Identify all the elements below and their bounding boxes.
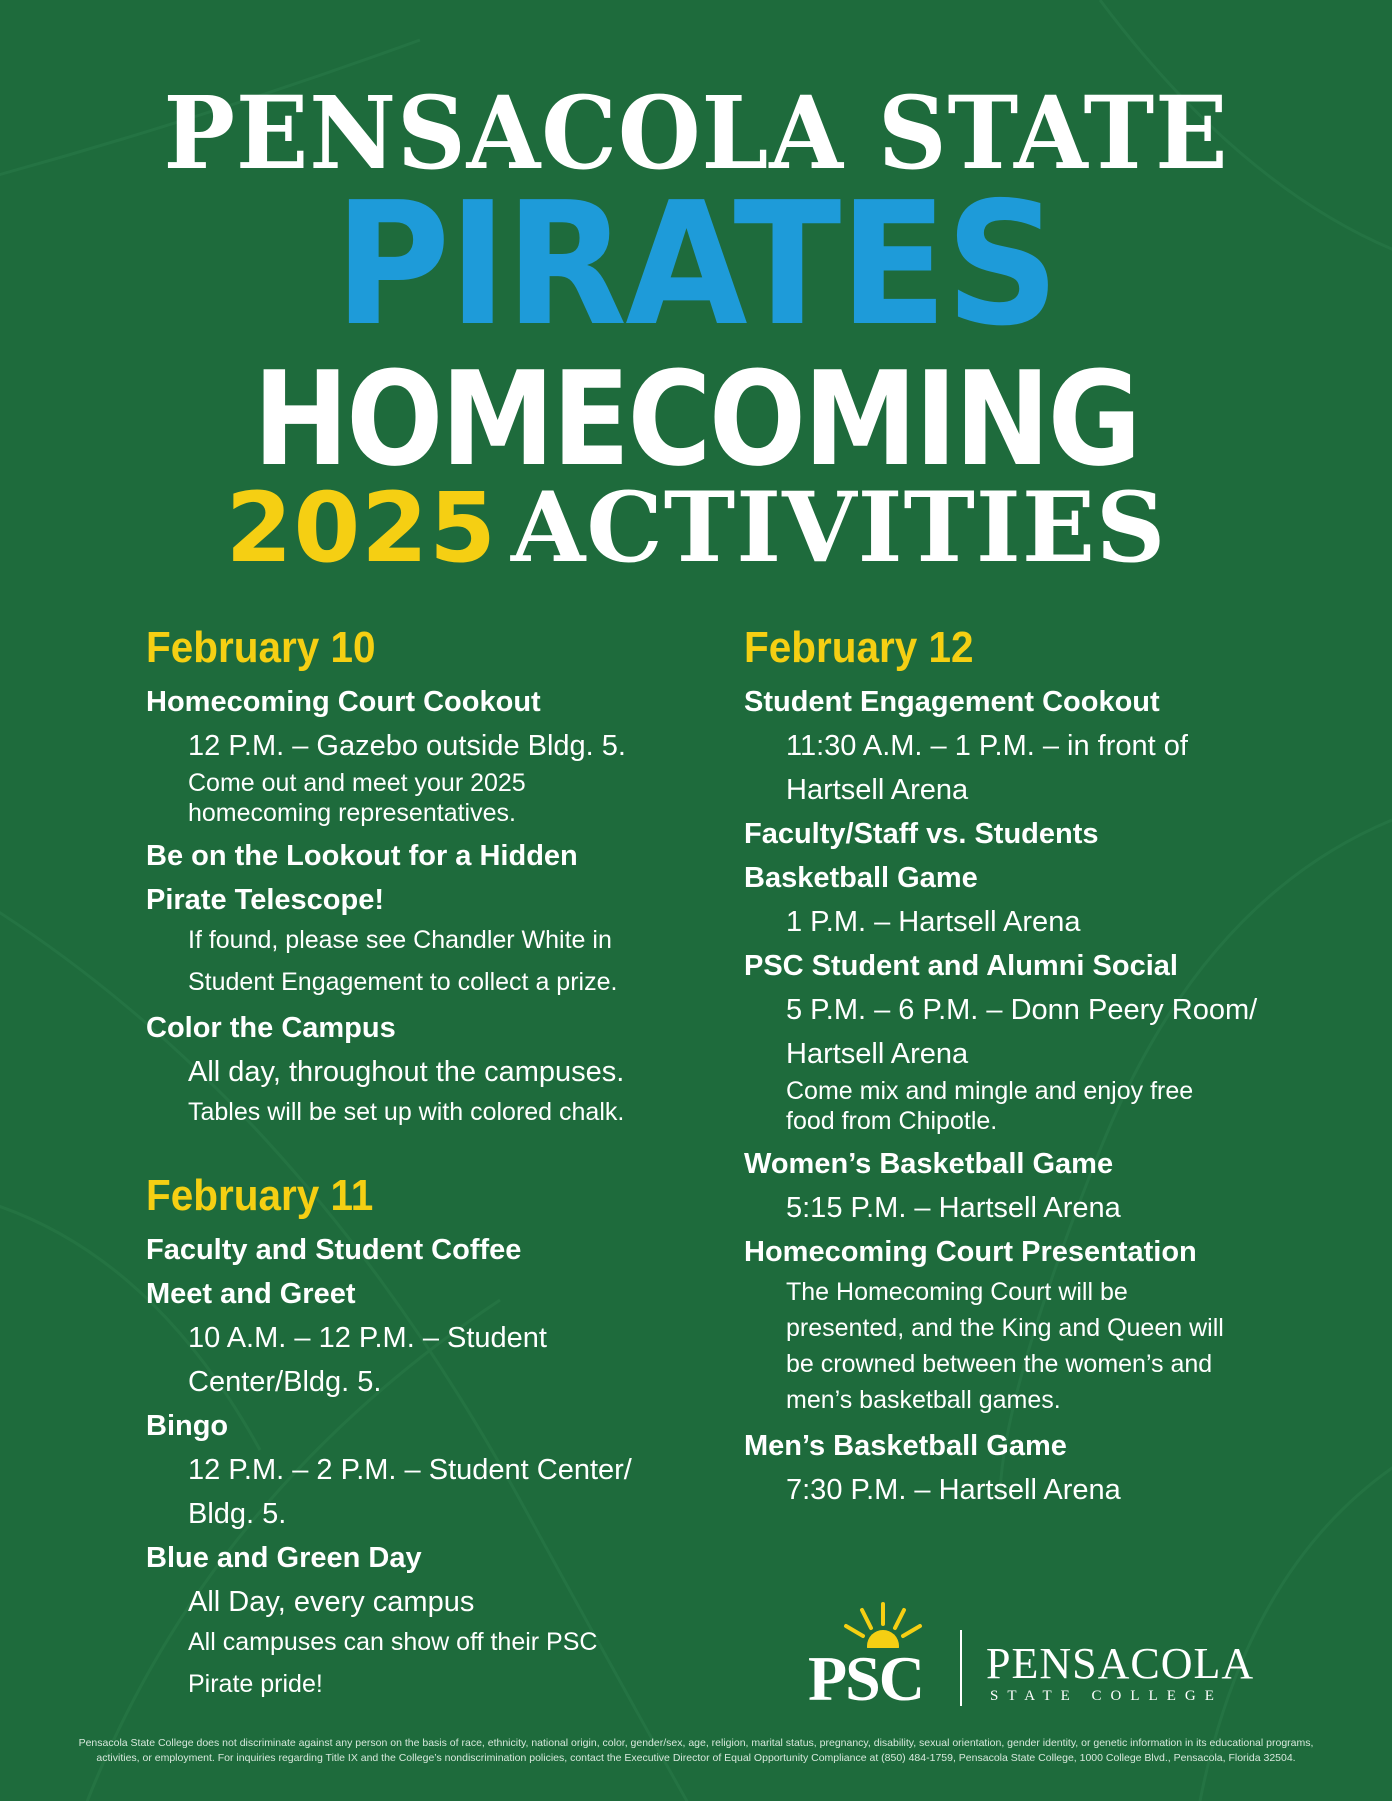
event-note: be crowned between the women’s and	[786, 1350, 1213, 1378]
event-time: All day, throughout the campuses.	[188, 1056, 625, 1088]
event-title: Homecoming Court Cookout	[146, 686, 541, 718]
event-time: All Day, every campus	[188, 1586, 475, 1618]
event-note: food from Chipotle.	[786, 1107, 998, 1135]
event-time: Bldg. 5.	[188, 1498, 287, 1530]
sun-icon	[838, 1600, 928, 1648]
logo-divider	[960, 1630, 962, 1706]
footer-line: Pensacola State College does not discriminate against any person on the basis of race, ethnicity, national origin, color, gender/sex, age, religion, marital status, pregnancy, disability, sexual orientation, gender identity, or genetic information in its educational programs,	[78, 1737, 1314, 1749]
event-time: Center/Bldg. 5.	[188, 1366, 382, 1398]
event-title: Faculty and Student Coffee	[146, 1234, 522, 1266]
event-title: Be on the Lookout for a Hidden	[146, 840, 578, 872]
event-title: Basketball Game	[744, 862, 978, 894]
event-time: 12 P.M. – Gazebo outside Bldg. 5.	[188, 730, 626, 762]
event-title: Women’s Basketball Game	[744, 1148, 1114, 1180]
psc-logo	[808, 1600, 1268, 1714]
logo-subtitle: STATE COLLEGE	[990, 1688, 1223, 1704]
event-time: 12 P.M. – 2 P.M. – Student Center/	[188, 1454, 632, 1486]
event-note: The Homecoming Court will be	[786, 1278, 1128, 1306]
title-line-activities	[0, 471, 1392, 584]
left-column	[146, 622, 706, 1708]
day-heading: February 10	[146, 623, 376, 672]
event-note: Come out and meet your 2025 homecoming representatives.	[188, 769, 526, 827]
event-title: Bingo	[146, 1410, 229, 1442]
event-note: Tables will be set up with colored chalk.	[188, 1098, 625, 1126]
event-title: Homecoming Court Presentation	[744, 1236, 1197, 1268]
day-heading: February 11	[146, 1171, 374, 1220]
event-time: 1 P.M. – Hartsell Arena	[786, 906, 1081, 938]
title-line-pirates: PIRATES	[334, 166, 1058, 364]
event-title: Men’s Basketball Game	[744, 1430, 1067, 1462]
event-title: PSC Student and Alumni Social	[744, 950, 1178, 982]
event-time: Hartsell Arena	[786, 1038, 969, 1070]
footer-disclaimer	[48, 1736, 1344, 1766]
event-title: Color the Campus	[146, 1012, 396, 1044]
title-line-pensacola-state: PENSACOLA STATE	[163, 74, 1229, 192]
event-time: Hartsell Arena	[786, 774, 969, 806]
logo-name: PENSACOLA	[986, 1639, 1255, 1688]
logo-mark: PSC	[808, 1643, 923, 1714]
event-time: 10 A.M. – 12 P.M. – Student	[188, 1322, 547, 1354]
event-note: If found, please see Chandler White in	[188, 926, 612, 954]
event-note: presented, and the King and Queen will	[786, 1314, 1224, 1342]
event-time: 5 P.M. – 6 P.M. – Donn Peery Room/	[786, 994, 1258, 1026]
title-line-homecoming: HOMECOMING	[253, 343, 1139, 495]
event-title: Student Engagement Cookout	[744, 686, 1160, 718]
title-activities: ACTIVITIES	[510, 471, 1167, 584]
event-time: 7:30 P.M. – Hartsell Arena	[786, 1474, 1121, 1506]
event-time: 11:30 A.M. – 1 P.M. – in front of	[786, 730, 1188, 762]
footer-line: activities, or employment. For inquiries regarding Title IX and the College’s nondiscrimination policies, contact the Executive Director of Equal Opportunity Compliance at (850) 484-1759, Pensacola State College, 1000 College Blvd., Pensacola, Florida 32504.	[96, 1752, 1296, 1764]
event-time: 5:15 P.M. – Hartsell Arena	[786, 1192, 1121, 1224]
event-title: Faculty/Staff vs. Students	[744, 818, 1099, 850]
event-title: Pirate Telescope!	[146, 884, 385, 916]
event-note: Pirate pride!	[188, 1670, 323, 1698]
title-year: 2025	[225, 472, 497, 584]
event-note: Come mix and mingle and enjoy free	[786, 1077, 1194, 1105]
event-note: men’s basketball games.	[786, 1386, 1061, 1414]
event-note: All campuses can show off their PSC	[188, 1628, 598, 1656]
right-column	[744, 622, 1304, 1512]
day-heading: February 12	[744, 623, 974, 672]
event-title: Meet and Greet	[146, 1278, 356, 1310]
event-note: Student Engagement to collect a prize.	[188, 968, 618, 996]
event-title: Blue and Green Day	[146, 1542, 422, 1574]
